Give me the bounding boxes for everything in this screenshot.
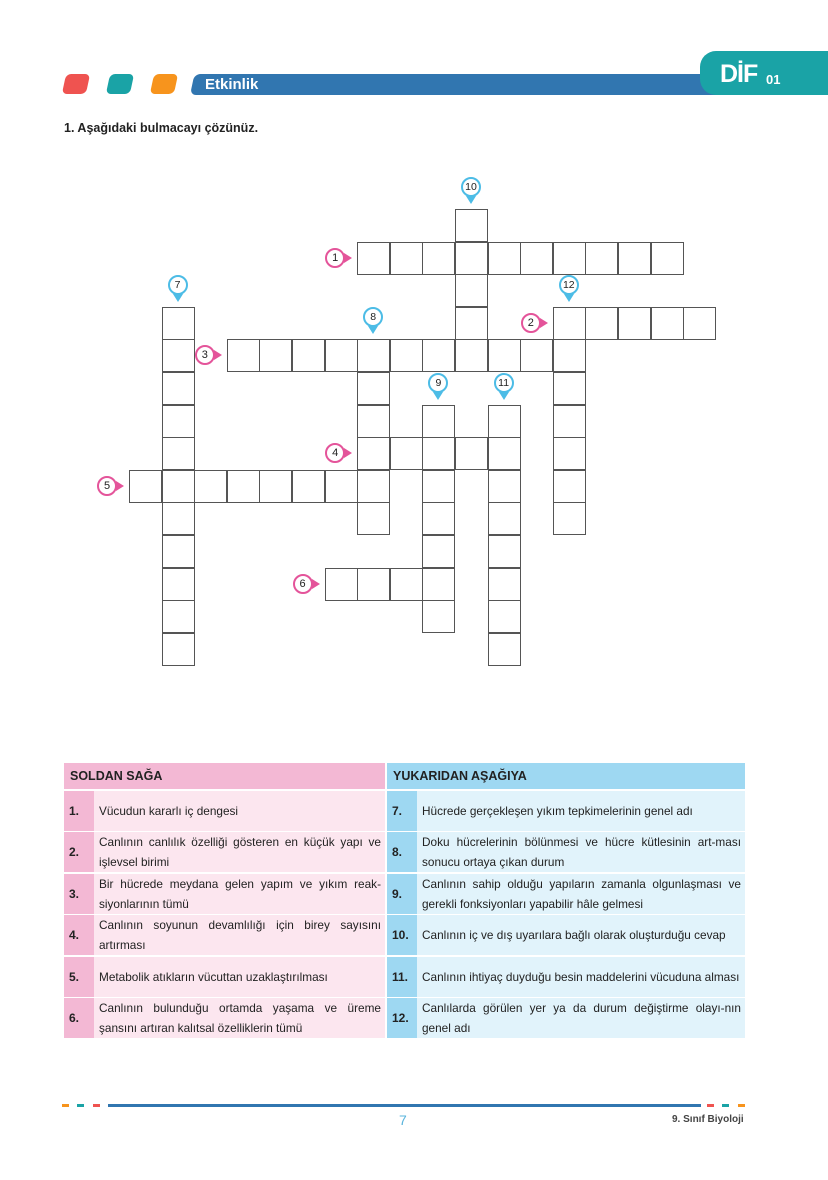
clue-row	[387, 957, 745, 997]
down-clues	[387, 763, 745, 1038]
clue-text: Vücudun kararlı iç dengesi	[94, 791, 385, 831]
crossword-cell[interactable]	[162, 502, 195, 535]
down-clue-marker: 10	[461, 177, 481, 197]
section-bar	[190, 74, 754, 95]
clue-row	[64, 874, 385, 914]
clue-number: 12.	[387, 998, 417, 1038]
crossword-cell[interactable]	[325, 470, 358, 503]
red-tab	[62, 74, 90, 94]
crossword-cell[interactable]	[422, 535, 455, 568]
clue-text: Canlının iç ve dış uyarılara bağlı olarak oluşturduğu cevap	[417, 915, 745, 955]
crossword-cell[interactable]	[520, 242, 553, 275]
clue-row	[64, 915, 385, 955]
clue-number: 7.	[387, 791, 417, 831]
crossword-cell[interactable]	[553, 470, 586, 503]
crossword-cell[interactable]	[162, 470, 195, 503]
dif-badge-number: 01	[766, 72, 781, 87]
down-clue-marker: 12	[559, 275, 579, 295]
across-clue-marker: 1	[325, 248, 345, 268]
crossword-cell[interactable]	[390, 339, 423, 372]
clue-number: 2.	[64, 832, 94, 872]
down-clue-marker: 7	[168, 275, 188, 295]
crossword-cell[interactable]	[390, 437, 423, 470]
across-clue-marker: 6	[293, 574, 313, 594]
across-clue-marker: 2	[521, 313, 541, 333]
crossword-cell[interactable]	[585, 307, 618, 340]
crossword-cell[interactable]	[520, 339, 553, 372]
clue-row	[387, 874, 745, 914]
crossword-cell[interactable]	[455, 307, 488, 340]
crossword-cell[interactable]	[553, 242, 586, 275]
crossword-cell[interactable]	[325, 568, 358, 601]
clue-row	[387, 915, 745, 955]
crossword-cell[interactable]	[357, 502, 390, 535]
crossword-cell[interactable]	[357, 437, 390, 470]
crossword-cell[interactable]	[488, 437, 521, 470]
crossword-cell[interactable]	[488, 339, 521, 372]
across-clue-marker: 4	[325, 443, 345, 463]
clue-text: Canlının canlılık özelliği gösteren en küçük yapı ve işlevsel birimi	[94, 832, 385, 872]
crossword-cell[interactable]	[162, 437, 195, 470]
crossword-cell[interactable]	[162, 405, 195, 438]
crossword-cell[interactable]	[651, 307, 684, 340]
across-clue-marker: 5	[97, 476, 117, 496]
question-text: 1. Aşağıdaki bulmacayı çözünüz.	[64, 121, 259, 135]
clue-text: Hücrede gerçekleşen yıkım tepkimelerinin genel adı	[417, 791, 745, 831]
subject-label: 9. Sınıf Biyoloji	[672, 1114, 744, 1125]
clue-text: Canlının bulunduğu ortamda yaşama ve üreme şansını artıran kalıtsal özelliklerin tümü	[94, 998, 385, 1038]
crossword-cell[interactable]	[292, 470, 325, 503]
crossword-cell[interactable]	[422, 568, 455, 601]
crossword-cell[interactable]	[390, 568, 423, 601]
across-clue-marker: 3	[195, 345, 215, 365]
crossword-cell[interactable]	[455, 242, 488, 275]
across-title: SOLDAN SAĞA	[64, 763, 385, 789]
crossword-cell[interactable]	[488, 405, 521, 438]
crossword-cell[interactable]	[455, 274, 488, 307]
crossword-cell[interactable]	[553, 372, 586, 405]
crossword-cell[interactable]	[162, 339, 195, 372]
clue-row	[64, 957, 385, 997]
crossword-cell[interactable]	[422, 470, 455, 503]
down-clue-marker: 9	[428, 373, 448, 393]
clue-row	[387, 791, 745, 831]
clue-row	[387, 832, 745, 872]
crossword-cell[interactable]	[488, 535, 521, 568]
footer-dash	[62, 1104, 69, 1107]
clue-number: 8.	[387, 832, 417, 872]
crossword-cell[interactable]	[357, 405, 390, 438]
clue-text: Metabolik atıkların vücuttan uzaklaştırılması	[94, 957, 385, 997]
clue-text: Canlının soyunun devamlılığı için birey sayısını artırması	[94, 915, 385, 955]
clue-text: Doku hücrelerinin bölünmesi ve hücre kütlesinin art-ması sonucu ortaya çıkan durum	[417, 832, 745, 872]
footer-line	[108, 1104, 701, 1107]
crossword-cell[interactable]	[683, 307, 716, 340]
page-number: 7	[399, 1112, 407, 1128]
dif-badge-text: DİF	[720, 60, 758, 88]
down-clue-marker: 11	[494, 373, 514, 393]
crossword-cell[interactable]	[422, 339, 455, 372]
footer-dash	[77, 1104, 84, 1107]
crossword-cell[interactable]	[553, 437, 586, 470]
crossword-cell[interactable]	[488, 633, 521, 666]
crossword-cell[interactable]	[488, 600, 521, 633]
crossword-cell[interactable]	[259, 339, 292, 372]
footer-dash	[707, 1104, 714, 1107]
crossword-cell[interactable]	[325, 339, 358, 372]
crossword-cell[interactable]	[553, 502, 586, 535]
crossword-cell[interactable]	[357, 242, 390, 275]
clue-number: 4.	[64, 915, 94, 955]
crossword-cell[interactable]	[488, 242, 521, 275]
crossword-cell[interactable]	[488, 502, 521, 535]
clue-number: 6.	[64, 998, 94, 1038]
crossword-cell[interactable]	[455, 209, 488, 242]
crossword-cell[interactable]	[585, 242, 618, 275]
crossword-cell[interactable]	[553, 307, 586, 340]
crossword-cell[interactable]	[357, 339, 390, 372]
crossword-cell[interactable]	[227, 339, 260, 372]
crossword-cell[interactable]	[390, 242, 423, 275]
orange-tab	[150, 74, 178, 94]
crossword-cell[interactable]	[553, 405, 586, 438]
clue-row	[64, 791, 385, 831]
clue-number: 11.	[387, 957, 417, 997]
crossword-cell[interactable]	[488, 568, 521, 601]
crossword-cell[interactable]	[227, 470, 260, 503]
crossword-cell[interactable]	[292, 339, 325, 372]
crossword-cell[interactable]	[162, 372, 195, 405]
clue-number: 1.	[64, 791, 94, 831]
crossword-cell[interactable]	[618, 242, 651, 275]
section-label: Etkinlik	[205, 76, 259, 93]
crossword-cell[interactable]	[422, 405, 455, 438]
clue-row	[387, 998, 745, 1038]
crossword-cell[interactable]	[618, 307, 651, 340]
crossword-cell[interactable]	[422, 502, 455, 535]
clue-text: Bir hücrede meydana gelen yapım ve yıkım reak-siyonlarının tümü	[94, 874, 385, 914]
clue-text: Canlının ihtiyaç duyduğu besin maddelerini vücuduna alması	[417, 957, 745, 997]
footer-dash	[738, 1104, 745, 1107]
footer-dash	[722, 1104, 729, 1107]
crossword-cell[interactable]	[422, 437, 455, 470]
clue-number: 10.	[387, 915, 417, 955]
crossword-cell[interactable]	[455, 437, 488, 470]
crossword-cell[interactable]	[455, 339, 488, 372]
clue-number: 5.	[64, 957, 94, 997]
crossword-cell[interactable]	[422, 242, 455, 275]
clue-number: 3.	[64, 874, 94, 914]
crossword-cell[interactable]	[357, 470, 390, 503]
crossword-cell[interactable]	[488, 470, 521, 503]
crossword-cell[interactable]	[162, 535, 195, 568]
across-clues	[64, 763, 385, 1038]
crossword-cell[interactable]	[162, 600, 195, 633]
crossword-cell[interactable]	[194, 470, 227, 503]
crossword-cell[interactable]	[357, 372, 390, 405]
crossword-cell[interactable]	[422, 600, 455, 633]
clue-text: Canlının sahip olduğu yapıların zamanla olgunlaşması ve gerekli fonksiyonları yapabilir hâle gelmesi	[417, 874, 745, 914]
clue-row	[64, 998, 385, 1038]
down-clue-marker: 8	[363, 307, 383, 327]
clue-number: 9.	[387, 874, 417, 914]
crossword-cell[interactable]	[129, 470, 162, 503]
down-title: YUKARIDAN AŞAĞIYA	[387, 763, 745, 789]
crossword-cell[interactable]	[651, 242, 684, 275]
clue-row	[64, 832, 385, 872]
crossword-cell[interactable]	[357, 568, 390, 601]
crossword-cell[interactable]	[162, 633, 195, 666]
clue-text: Canlılarda görülen yer ya da durum değiştirme olayı-nın genel adı	[417, 998, 745, 1038]
crossword-cell[interactable]	[553, 339, 586, 372]
teal-tab	[106, 74, 134, 94]
crossword-cell[interactable]	[259, 470, 292, 503]
crossword-cell[interactable]	[162, 568, 195, 601]
crossword-cell[interactable]	[162, 307, 195, 340]
footer-dash	[93, 1104, 100, 1107]
